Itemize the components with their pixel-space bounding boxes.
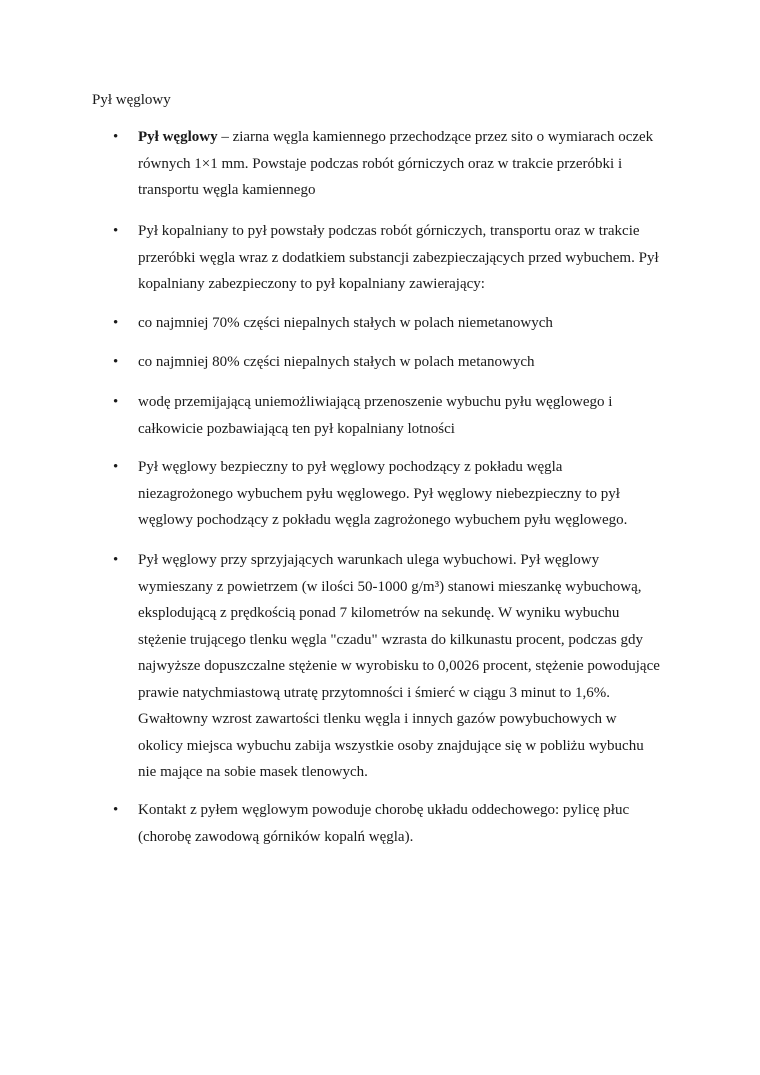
text-line: stężenie trującego tlenku węgla "czadu" wzrasta do kilkunastu procent, podczas gdy bbox=[138, 631, 643, 648]
list-item-text bbox=[138, 454, 678, 534]
text-line: kopalniany zabezpieczony to pył kopalniany zawierający: bbox=[138, 276, 485, 292]
bullet-icon: • bbox=[113, 129, 119, 145]
text-line: (chorobę zawodową górników kopalń węgla). bbox=[138, 828, 414, 845]
text-line: węglowy pochodzący z pokładu węgla zagrożonego wybuchem pyłu węglowego. bbox=[138, 512, 628, 528]
text-line: transportu węgla kamiennego bbox=[138, 182, 316, 198]
list-item-text bbox=[138, 797, 678, 850]
bullet-icon: • bbox=[113, 459, 119, 475]
text-line: co najmniej 70% części niepalnych stałych w polach niemetanowych bbox=[138, 315, 553, 331]
text-line: co najmniej 80% części niepalnych stałych w polach metanowych bbox=[138, 354, 535, 370]
bullet-icon: • bbox=[113, 354, 119, 370]
text-line: najwyższe dopuszczalne stężenie w wyrobisku to 0,0026 procent, stężenie powodujące bbox=[138, 658, 660, 674]
list-item-text bbox=[138, 218, 678, 298]
bullet-icon: • bbox=[113, 223, 119, 239]
text-line: wymieszany z powietrzem (w ilości 50-1000 g/m³) stanowi mieszankę wybuchową, bbox=[138, 578, 642, 595]
bullet-icon: • bbox=[113, 394, 119, 410]
text-line: całkowicie pozbawiającą ten pył kopalniany lotności bbox=[138, 420, 455, 437]
list-item-text bbox=[138, 389, 678, 442]
list-item-text bbox=[138, 310, 678, 337]
text-line: prawie natychmiastową utratę przytomności i śmierć w ciągu 3 minut to 1,6%. bbox=[138, 684, 610, 701]
text-line: nie mające na sobie masek tlenowych. bbox=[138, 764, 368, 780]
text-line: przeróbki węgla wraz z dodatkiem substancji zabezpieczających przed wybuchem. Pył bbox=[138, 249, 659, 266]
document-title: Pył węglowy bbox=[92, 92, 171, 108]
text-line bbox=[138, 124, 678, 151]
text-line: eksplodującą z prędkością ponad 7 kilometrów na sekundę. W wyniku wybuchu bbox=[138, 605, 620, 621]
list-item-text bbox=[138, 124, 678, 204]
text-line: Pył węglowy przy sprzyjających warunkach ulega wybuchowi. Pył węglowy bbox=[138, 552, 600, 568]
text-line: Gwałtowny wzrost zawartości tlenku węgla i innych gazów powybuchowych w bbox=[138, 711, 617, 727]
text-line: Pył węglowy bezpieczny to pył węglowy pochodzący z pokładu węgla bbox=[138, 459, 563, 475]
list-item-text bbox=[138, 547, 678, 786]
text-line: niezagrożonego wybuchem pyłu węglowego. Pył węglowy niebezpieczny to pył bbox=[138, 485, 620, 502]
bullet-icon: • bbox=[113, 552, 119, 568]
text-line: wodę przemijającą uniemożliwiającą przenoszenie wybuchu pyłu węglowego i bbox=[138, 394, 613, 410]
text-line: okolicy miejsca wybuchu zabija wszystkie osoby znajdujące się w pobliżu wybuchu bbox=[138, 737, 644, 754]
text-fragment: – ziarna węgla kamiennego przechodzące przez sito o wymiarach oczek bbox=[217, 129, 654, 145]
bullet-icon: • bbox=[113, 315, 119, 331]
text-line: Pył kopalniany to pył powstały podczas robót górniczych, transportu oraz w trakcie bbox=[138, 223, 640, 239]
bullet-icon: • bbox=[113, 802, 119, 818]
term-heading: Pył węglowy bbox=[138, 129, 218, 145]
text-line: równych 1×1 mm. Powstaje podczas robót górniczych oraz w trakcie przeróbki i bbox=[138, 155, 623, 172]
list-item-text bbox=[138, 349, 678, 376]
text-line: Kontakt z pyłem węglowym powoduje chorobę układu oddechowego: pylicę płuc bbox=[138, 802, 630, 818]
